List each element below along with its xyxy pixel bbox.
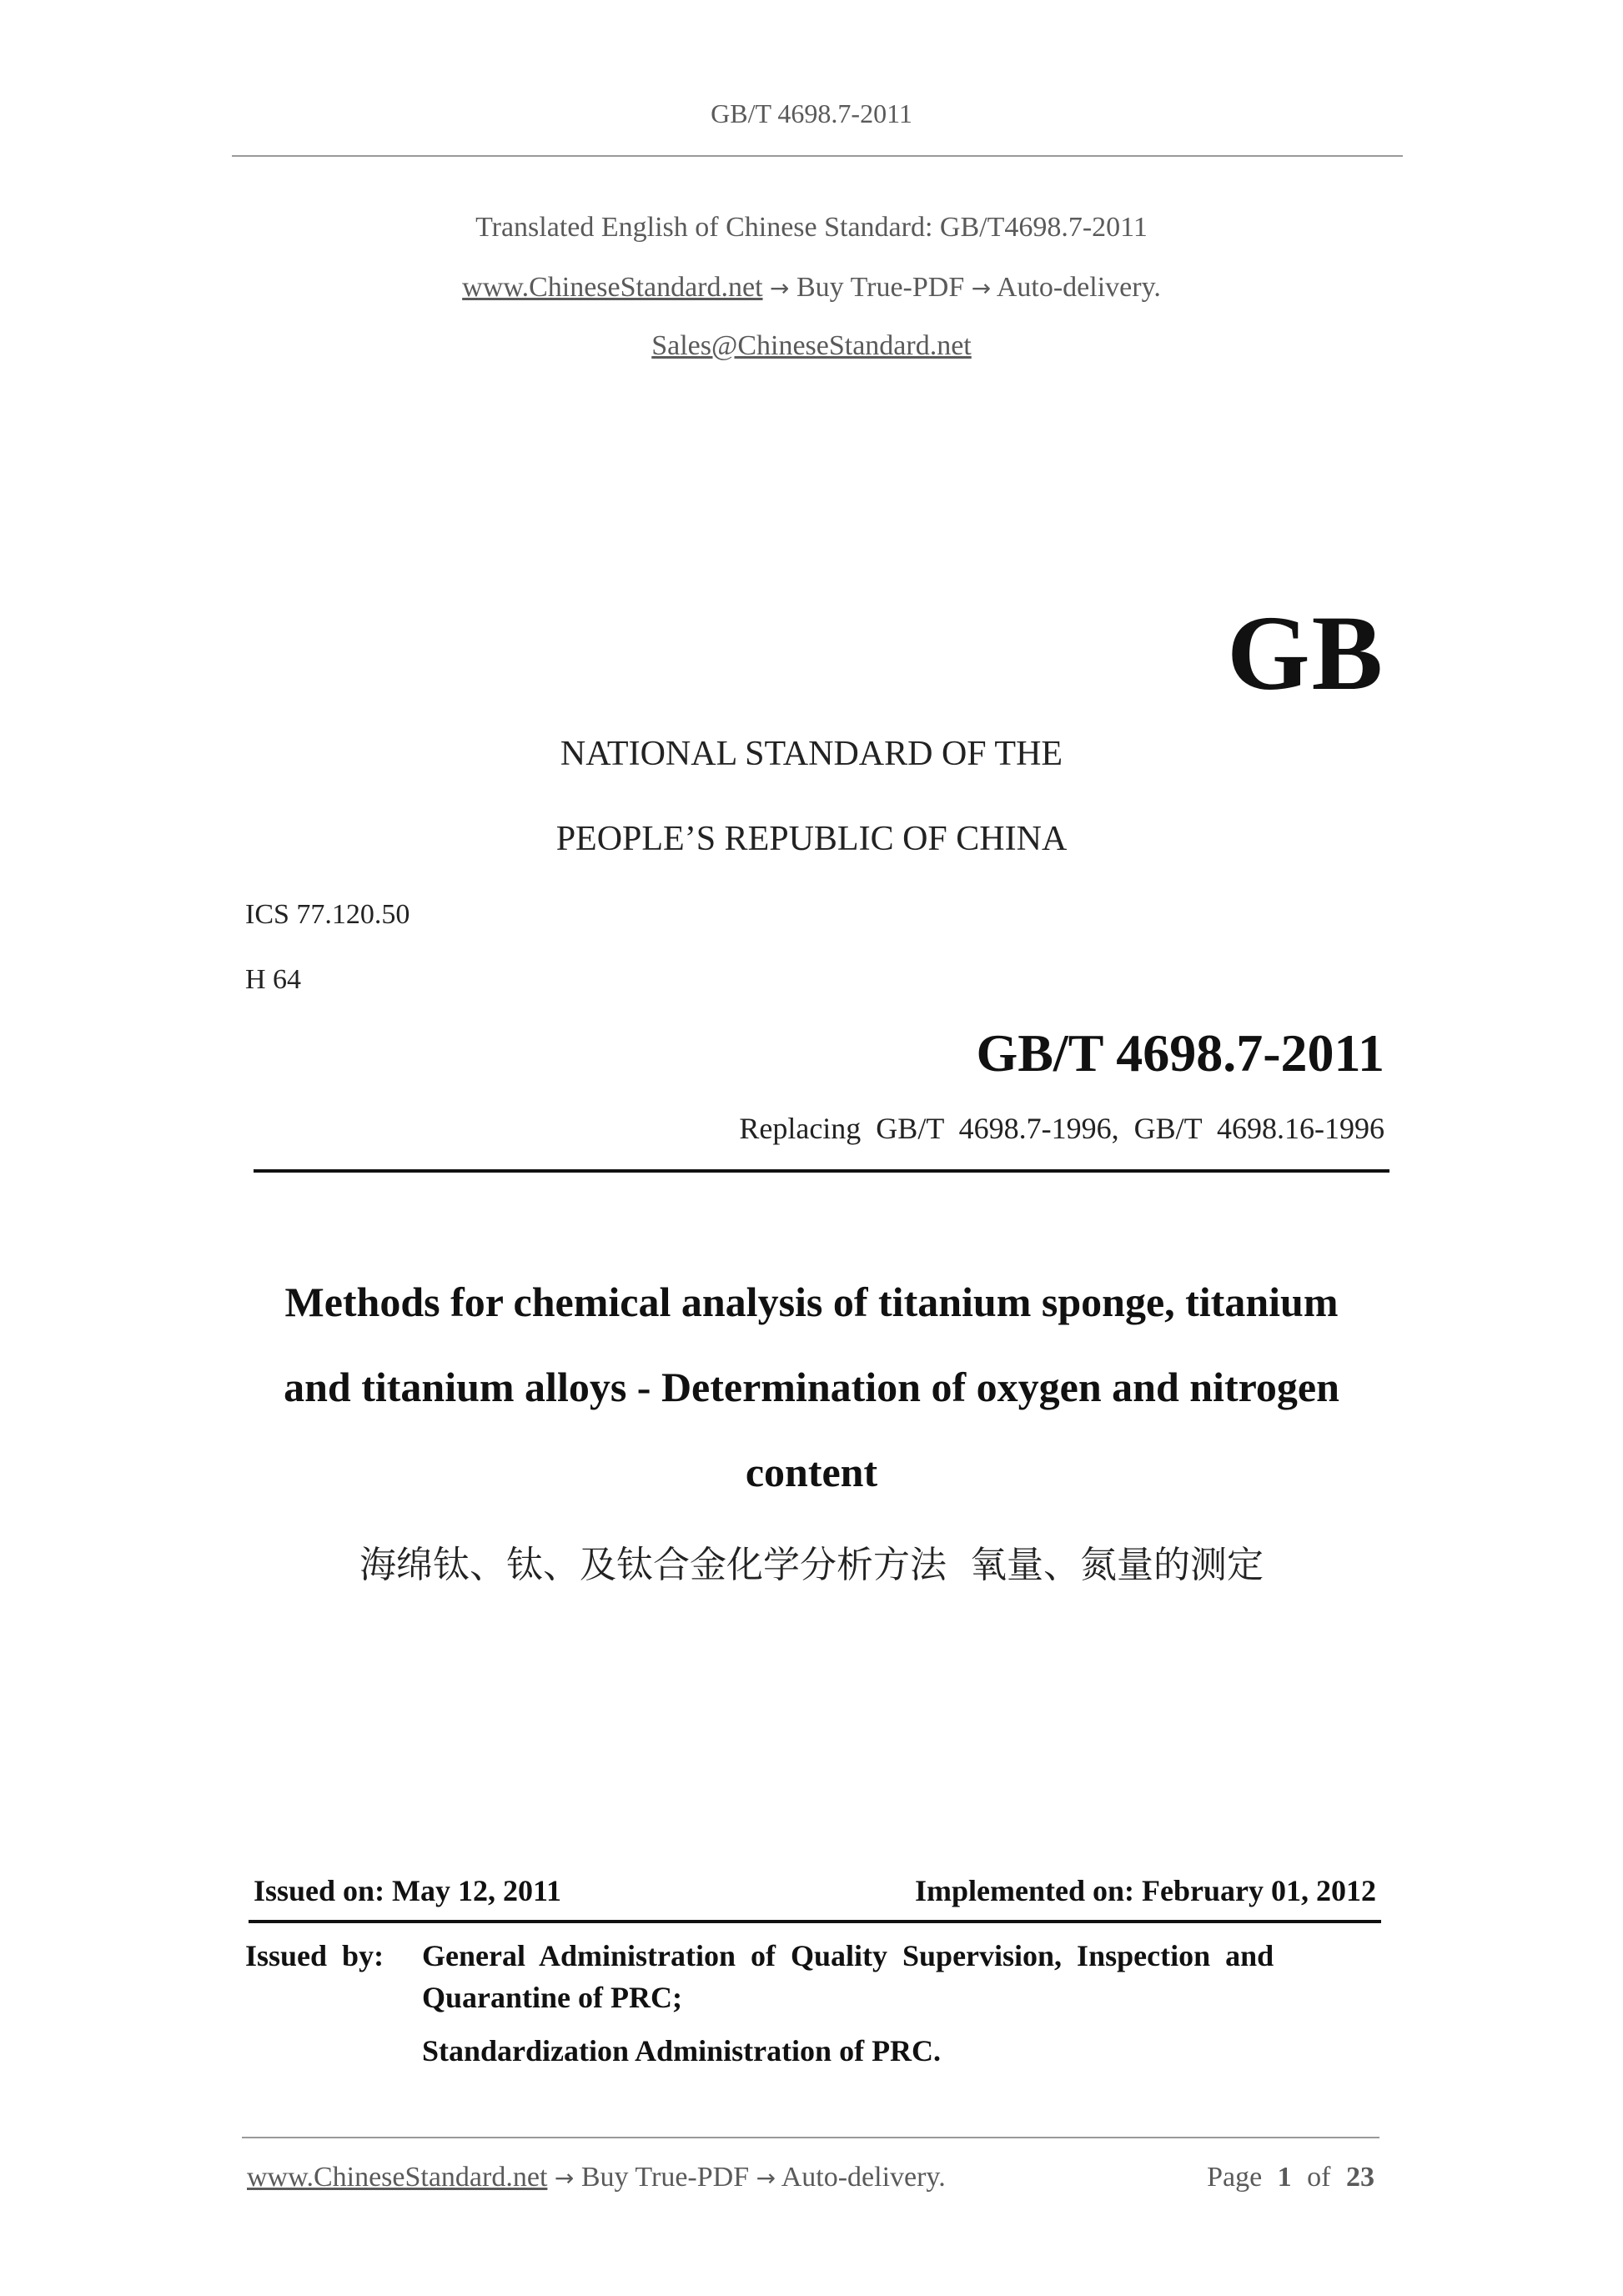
email-line <box>0 330 1623 362</box>
gb-mark: GB <box>1227 594 1384 712</box>
arrow-right-icon: → <box>756 2164 776 2192</box>
page-current: 1 <box>1277 2162 1292 2193</box>
footer-delivery-text: Auto-delivery. <box>781 2162 946 2193</box>
arrow-right-icon: → <box>554 2164 575 2192</box>
purchase-line <box>0 272 1623 304</box>
page-total: 23 <box>1346 2162 1374 2193</box>
issuer1-line1: General Administration of Quality Supervision, Inspection and <box>422 1939 1274 1972</box>
footer-site-link[interactable]: www.ChineseStandard.net <box>247 2162 548 2193</box>
footer-buy-text: Buy True-PDF <box>580 2162 750 2193</box>
dates-divider <box>249 1920 1381 1923</box>
national-standard-line2: PEOPLE’S REPUBLIC OF CHINA <box>555 820 1068 858</box>
issuer1-line2: Quarantine of PRC; <box>422 1981 682 2014</box>
national-standard-line1: NATIONAL STANDARD OF THE <box>560 735 1063 773</box>
email-link[interactable]: Sales@ChineseStandard.net <box>651 330 972 361</box>
title-line1: Methods for chemical analysis of titanium sponge, titanium <box>284 1279 1339 1325</box>
header-divider <box>232 155 1403 157</box>
issued-by-label: Issued by: <box>245 1939 384 1972</box>
page-of: of <box>1307 2162 1331 2193</box>
page-label: Page <box>1207 2162 1263 2193</box>
site-link[interactable]: www.ChineseStandard.net <box>462 272 763 303</box>
buy-text: Buy True-PDF <box>796 272 965 303</box>
ics-code: ICS 77.120.50 <box>245 899 410 930</box>
replacing-line: Replacing GB/T 4698.7-1996, GB/T 4698.16-1996 <box>739 1112 1384 1145</box>
translation-note: Translated English of Chinese Standard: GB/T4698.7-2011 <box>475 212 1148 243</box>
ccs-code: H 64 <box>245 964 302 995</box>
running-header: GB/T 4698.7-2011 <box>711 98 912 128</box>
delivery-text: Auto-delivery. <box>996 272 1161 303</box>
arrow-right-icon: → <box>770 274 790 302</box>
page-indicator <box>1207 2162 1374 2193</box>
title-line2: and titanium alloys - Determination of oxygen and nitrogen <box>284 1364 1339 1410</box>
footer-divider <box>242 2137 1379 2138</box>
issued-on: Issued on: May 12, 2011 <box>254 1874 562 1907</box>
standard-number: GB/T 4698.7-2011 <box>976 1023 1384 1083</box>
implemented-on: Implemented on: February 01, 2012 <box>915 1874 1376 1907</box>
issuer2: Standardization Administration of PRC. <box>422 2034 942 2067</box>
chinese-title: 海绵钛、钛、及钛合金化学分析方法 氧量、氮量的测定 <box>359 1544 1264 1586</box>
title-divider <box>254 1169 1389 1173</box>
title-line3: content <box>745 1449 878 1495</box>
footer-purchase-line <box>247 2162 946 2193</box>
arrow-right-icon: → <box>971 274 992 302</box>
